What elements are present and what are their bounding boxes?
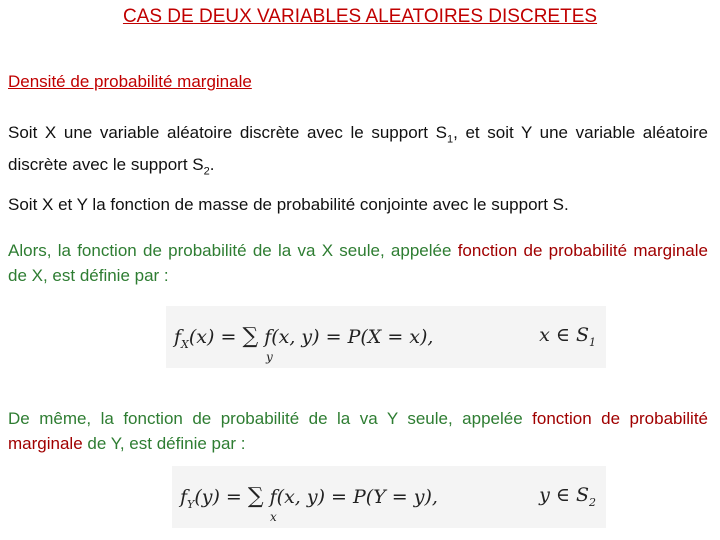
eq1-f-sub: X xyxy=(181,337,189,351)
p1-text-c: . xyxy=(209,155,215,175)
equation-marginal-x xyxy=(166,306,606,368)
p1-text-b: , et soit Y une variable aléatoire discrète avec le support S xyxy=(8,123,708,175)
equation-marginal-y xyxy=(172,466,606,528)
p3-emphasis: fonction de probabilité marginale xyxy=(457,241,708,260)
eq1-lhs xyxy=(174,324,433,351)
eq2-after-sum: f(x, y) = P(Y = y), xyxy=(263,486,438,508)
eq1-rhs-sub: 1 xyxy=(589,335,596,349)
p4-text-a: De même, la fonction de probabilité de la va Y seule, appelée xyxy=(8,409,533,428)
eq2-rhs-main: y ∈ S xyxy=(539,484,589,506)
eq2-lhs xyxy=(180,484,438,511)
paragraph-support-definition xyxy=(8,120,708,185)
eq2-rhs-sub: 2 xyxy=(589,495,596,509)
paragraph-marginal-x xyxy=(8,238,708,288)
eq2-lhs-rest: (y) = xyxy=(194,486,248,508)
eq2-sum-index: x xyxy=(270,510,277,524)
p3-text-b: de X, est définie par : xyxy=(8,266,169,285)
eq1-after-sum: f(x, y) = P(X = x), xyxy=(258,326,434,348)
p1-sub-2: 2 xyxy=(203,165,210,178)
p1-sub-1: 1 xyxy=(446,133,454,146)
eq2-f: f xyxy=(180,486,188,508)
eq1-sum-index: y xyxy=(266,350,273,364)
paragraph-marginal-y xyxy=(8,406,708,456)
paragraph-joint-mass: Soit X et Y la fonction de masse de probabilité conjointe avec le support S. xyxy=(8,195,569,214)
page-title: CAS DE DEUX VARIABLES ALEATOIRES DISCRETES xyxy=(122,6,598,27)
eq1-rhs xyxy=(539,324,596,349)
p3-text-a: Alors, la fonction de probabilité de la va X seule, appelée xyxy=(8,241,458,260)
eq1-rhs-main: x ∈ S xyxy=(539,324,589,346)
eq2-sum-symbol: ∑ xyxy=(247,484,264,509)
p4-emphasis: fonction de probabilité marginale xyxy=(8,409,708,453)
p1-text-a: Soit X une variable aléatoire discrète avec le support S xyxy=(8,123,447,142)
eq1-sum-symbol: ∑ xyxy=(242,324,259,349)
eq1-f: f xyxy=(174,326,182,348)
p4-text-b: de Y, est définie par : xyxy=(82,434,246,453)
section-subtitle: Densité de probabilité marginale xyxy=(8,72,252,91)
eq2-f-sub: Y xyxy=(187,497,195,511)
eq1-lhs-rest: (x) = xyxy=(188,326,243,348)
eq2-rhs xyxy=(539,484,596,509)
